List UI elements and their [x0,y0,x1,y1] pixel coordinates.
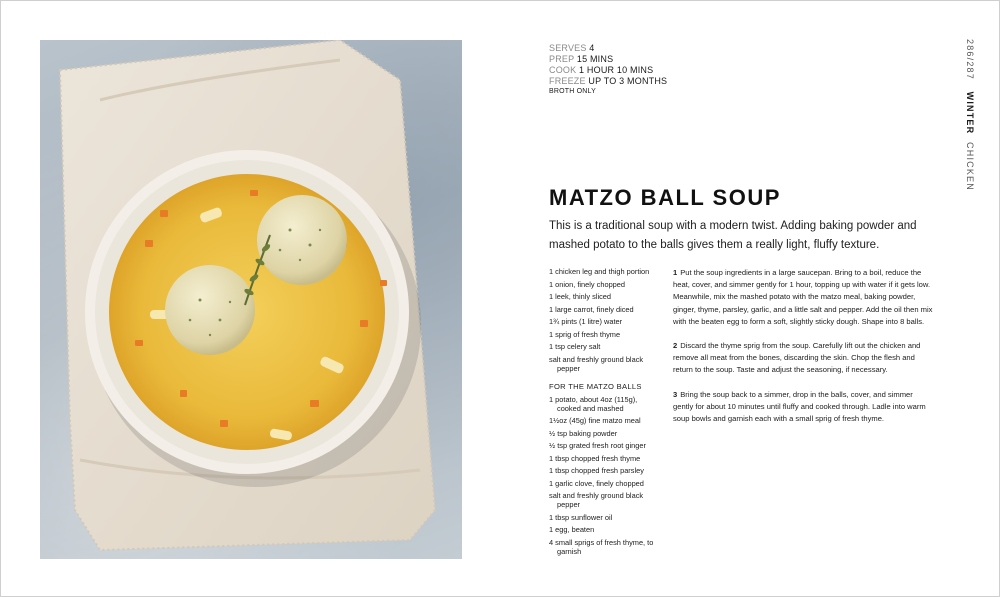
step-number: 1 [673,268,678,277]
ingredient-item: 1 chicken leg and thigh portion [549,267,650,276]
serves-value: 4 [589,43,595,53]
freeze-row [549,76,667,87]
cook-row [549,65,667,76]
method-step [673,267,935,328]
freeze-label: FREEZE [549,76,586,86]
method-step [673,389,935,426]
ingredient-item: 1¾ pints (1 litre) water [549,317,623,326]
matzo-ingredient-item: 1 tbsp chopped fresh thyme [549,453,641,463]
step-text: Discard the thyme sprig from the soup. Carefully lift out the chicken and remove all meat from the bones, discarding the skin. Chop the flesh and return to the soup. Taste and adjust the seasoning, if necessary. [673,341,921,375]
matzo-ingredient-item: 1 tbsp chopped fresh parsley [549,466,644,475]
prep-label: PREP [549,54,575,64]
serves-row [549,43,667,54]
section-name: WINTER [965,91,975,135]
cook-value: 1 HOUR 10 MINS [579,65,654,75]
recipe-title: MATZO BALL SOUP [549,185,781,210]
matzo-ingredient-item: 4 small sprigs of fresh thyme, to garnish [549,537,654,556]
subsection-name: CHICKEN [965,142,975,191]
ingredients-list [549,267,659,559]
matzo-ingredient-item: 1 egg, beaten [549,525,595,534]
soup-photo [40,40,462,559]
matzo-ingredient-item: salt and freshly ground black pepper [549,491,644,509]
page-numbers: 286/287 [965,39,975,80]
ingredient-item: 1 sprig of fresh thyme [549,329,621,339]
matzo-ingredient-item: ½ tsp baking powder [549,428,618,438]
step-text: Bring the soup back to a simmer, drop in the balls, cover, and simmer gently for about 10 minutes until fluffy and cooked through. Ladle into warm soup bowls and garnish each with a small sprig of fresh thyme. [673,389,926,424]
ingredient-item: 1 leek, thinly sliced [549,292,612,301]
cook-label: COOK [549,65,577,75]
freeze-note: BROTH ONLY [549,88,596,95]
serves-label: SERVES [549,43,587,53]
prep-row [549,54,667,65]
matzo-ingredient-item: 1 tbsp sunflower oil [549,512,613,522]
step-number: 2 [673,341,678,351]
freeze-value: UP TO 3 MONTHS [588,76,668,86]
prep-value: 15 MINS [576,54,614,64]
step-number: 3 [673,389,678,399]
method-steps [673,267,935,437]
ingredient-item: salt and freshly ground black pepper [549,354,644,373]
method-step [673,340,935,377]
matzo-ingredient-item: 1 garlic clove, finely chopped [549,478,644,488]
matzo-ingredient-item: 1 potato, about 4oz (115g), cooked and mashed [549,394,638,413]
ingredient-item: 1 onion, finely chopped [549,279,626,289]
recipe-intro: This is a traditional soup with a modern twist. Adding baking powder and mashed potato to the balls gives them a really light, fluffy texture. [549,220,917,251]
recipe-meta [549,43,667,97]
step-text: Put the soup ingredients in a large saucepan. Bring to a boil, reduce the heat, cover, and simmer gently for 1 hour, topping up with water if it gets low. Meanwhile, mix the mashed potato with the matzo meal, baking powder, ginger, thyme, parsley, garlic, and a little salt and pepper. Add the oil then mix with the beaten egg to form a soft, slightly sticky dough. Shape into 8 balls. [673,268,933,326]
ingredient-item: 1 tsp celery salt [549,342,601,351]
soup-bowl-illustration [40,40,462,559]
matzo-ingredient-item: ½ tsp grated fresh root ginger [549,441,646,450]
ingredient-item: 1 large carrot, finely diced [549,304,634,314]
running-head [961,39,975,191]
matzo-ingredient-item: 1½oz (45g) fine matzo meal [549,416,641,425]
matzo-balls-heading: FOR THE MATZO BALLS [549,381,642,391]
